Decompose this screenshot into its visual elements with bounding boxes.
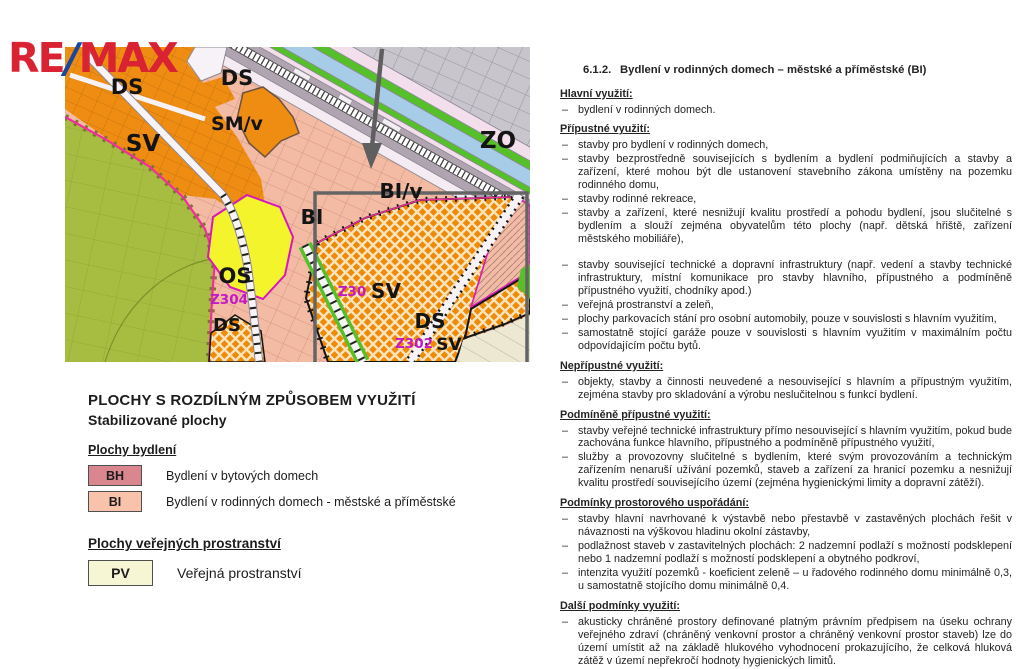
list-item-text: plochy parkovacích stání pro osobní automobily, pouze v souvislosti s hlavním využitím, — [578, 312, 997, 325]
list-item — [560, 104, 1012, 117]
list-item-text: stavby rodinné rekreace, — [578, 193, 697, 206]
legend-group-heading: Plochy veřejných prostranství — [88, 536, 281, 551]
legend-subtitle: Stabilizované plochy — [88, 412, 227, 428]
bullet-dash: – — [562, 540, 569, 553]
bullet-dash: – — [562, 375, 569, 388]
list-item — [560, 193, 1012, 206]
list-item-text: služby a provozovny slučitelné s bydlením, které svým provozováním a technickým zařízením nenaruší užívání pozemků, staveb a zařízení za hranicí pozemku a nesnižují kvalitu prostředí souvisejícího území (zejména hygienickými limity a dopravní zátěží). — [578, 451, 1012, 490]
list-item-text: stavby veřejné technické infrastruktury přímo nesouvisející s hlavním využitím, pokud bude zachována funkce hlavního, přípustného a podmíněně přípustného využití, — [578, 424, 1012, 450]
map-label-biv: BI/v — [379, 179, 423, 203]
list-item — [560, 567, 1012, 593]
bullet-dash: – — [562, 567, 569, 580]
list-item — [560, 259, 1012, 298]
list-item-text: stavby pro bydlení v rodinných domech, — [578, 139, 769, 152]
legend-group-public — [88, 536, 528, 586]
list-item — [560, 540, 1012, 566]
list-item — [560, 207, 1012, 246]
list-item-text: stavby a zařízení, které nesnižují kvalitu prostředí a pohodu bydlení, jsou slučitelné s bydlením a slouží zejména obyvatelům této plochy (např. dětská hřiště, zařízení městského mobiliáře), — [578, 207, 1012, 246]
legend-group-housing — [88, 443, 528, 512]
map-label-z304: Z304 — [210, 292, 248, 308]
bullet-dash: – — [562, 312, 569, 325]
bullet-dash: – — [562, 139, 569, 152]
section-heading-other: Další podmínky využití: — [560, 599, 680, 612]
bullet-dash: – — [562, 615, 569, 628]
list-item-text: stavby bezprostředně souvisejících s bydlením a bydlení podmiňujících a stavby a zařízení, které mohou být dle ustanovení stavebního zákona umístěny na pozemku rodinného domu, — [578, 153, 1012, 192]
regulation-text — [560, 64, 1012, 669]
swatch-bi: BI — [88, 491, 142, 512]
list-item-text: akusticky chráněné prostory definované platným právním předpisem na úseku ochrany veřejného zdraví (chráněný venkovní prostor a chráněný venkovní prostor staveb) lze do území umístit až na základě hlukového vyhodnocení prokazujícího, že celková hluková zátěž v území nepřekročí hodnoty hygienických limitů. — [578, 615, 1012, 667]
article-title: Bydlení v rodinných domech – městské a příměstské (BI) — [620, 64, 927, 76]
bullet-dash: – — [562, 193, 569, 206]
list-item-text: objekty, stavby a činnosti neuvedené a nesouvisející s hlavním a přípustným využitím, zejména stavby pro skladování a výrobu neslučitelnou s funkcí bydlení. — [578, 375, 1012, 401]
bullet-dash: – — [562, 451, 569, 464]
map-legend — [88, 392, 528, 591]
article-title-row — [560, 64, 1012, 78]
list-item-text: bydlení v rodinných domech. — [578, 103, 716, 116]
list-item — [560, 513, 1012, 539]
section-heading-not-permitted: Nepřípustné využití: — [560, 359, 664, 372]
map-label-sv-2: SV — [371, 279, 401, 303]
zoning-map[interactable] — [65, 47, 530, 362]
map-label-z302: Z302 — [395, 336, 433, 352]
list-item — [560, 376, 1012, 402]
bullet-dash: – — [562, 326, 569, 339]
map-label-ds-3: DS — [213, 315, 241, 336]
bullet-dash: – — [562, 298, 569, 311]
list-item — [560, 451, 1012, 490]
map-label-sv-3: SV — [436, 335, 462, 355]
map-label-smv: SM/v — [211, 113, 263, 135]
legend-group-heading: Plochy bydlení — [88, 443, 177, 457]
map-label-ds-4: DS — [414, 309, 446, 333]
map-label-os: OS — [218, 264, 252, 288]
remax-logo — [8, 34, 177, 82]
bullet-dash: – — [562, 513, 569, 526]
list-item-text: stavby hlavní navrhované k výstavbě nebo přestavbě v zastavěných plochách řešit v návaznosti na výškovou hladinu okolní zástavby, — [578, 513, 1012, 539]
section-heading-permitted: Přípustné využití: — [560, 123, 650, 136]
list-item — [560, 425, 1012, 451]
swatch-bh: BH — [88, 465, 142, 486]
map-label-ds-1: DS — [110, 75, 144, 99]
bullet-dash: – — [562, 424, 569, 437]
list-item — [560, 313, 1012, 326]
map-label-sv-1: SV — [125, 131, 161, 157]
section-heading-spatial: Podmínky prostorového uspořádání: — [560, 497, 749, 510]
logo-re: RE — [8, 34, 64, 82]
legend-label-pv: Veřejná prostranství — [177, 565, 302, 581]
section-heading-conditional: Podmíněně přípustné využití: — [560, 408, 711, 421]
bullet-dash: – — [562, 103, 569, 116]
list-item-text: podlažnost staveb v zastavitelných plochách: 2 nadzemní podlaží s možností podsklepení nebo 1 nadzemní podlaží s možností podsklepení a obytného podkroví, — [578, 540, 1012, 566]
bullet-dash: – — [562, 259, 569, 272]
swatch-pv: PV — [88, 560, 153, 586]
map-label-z30: Z30 — [337, 284, 367, 300]
article-number: 6.1.2. — [583, 64, 612, 76]
legend-label-bh: Bydlení v bytových domech — [166, 468, 319, 483]
list-item — [560, 153, 1012, 192]
list-item — [560, 299, 1012, 312]
map-label-zo: ZO — [479, 128, 517, 154]
logo-slash-icon: / — [64, 34, 78, 82]
legend-item-bi — [88, 491, 528, 512]
list-item-text: stavby související technické a dopravní infrastruktury (např. vedení a stavby technické infrastruktury, místní komunikace pro stavby hlavního, přípustného a podmíněně přípustného využití, chodníky apod.) — [578, 259, 1012, 297]
legend-label-bi: Bydlení v rodinných domech - městské a příměstské — [166, 494, 456, 509]
map-label-bi: BI — [300, 205, 324, 229]
bullet-dash: – — [562, 153, 569, 166]
map-label-ds-2: DS — [220, 66, 254, 90]
list-item-text: veřejná prostranství a zeleň, — [578, 298, 714, 311]
list-item-text: samostatně stojící garáže pouze v souvislosti s hlavním využitím v maximálním počtu odpovídajícím počtu bytů. — [578, 326, 1012, 352]
list-item — [560, 139, 1012, 152]
legend-title: PLOCHY S ROZDÍLNÝM ZPŮSOBEM VYUŽITÍ — [88, 392, 416, 409]
legend-item-pv — [88, 560, 528, 586]
logo-max: MAX — [78, 34, 177, 82]
bullet-dash: – — [562, 207, 569, 220]
list-item-text: intenzita využití pozemků - koeficient zeleně – u řadového rodinného domu minimálně 0,3, u samostatně stojícího domu minimálně 0,4. — [578, 567, 1012, 592]
list-item — [560, 327, 1012, 353]
legend-item-bh — [88, 465, 528, 486]
section-heading-main-use: Hlavní využití: — [560, 87, 633, 100]
list-item — [560, 616, 1012, 668]
